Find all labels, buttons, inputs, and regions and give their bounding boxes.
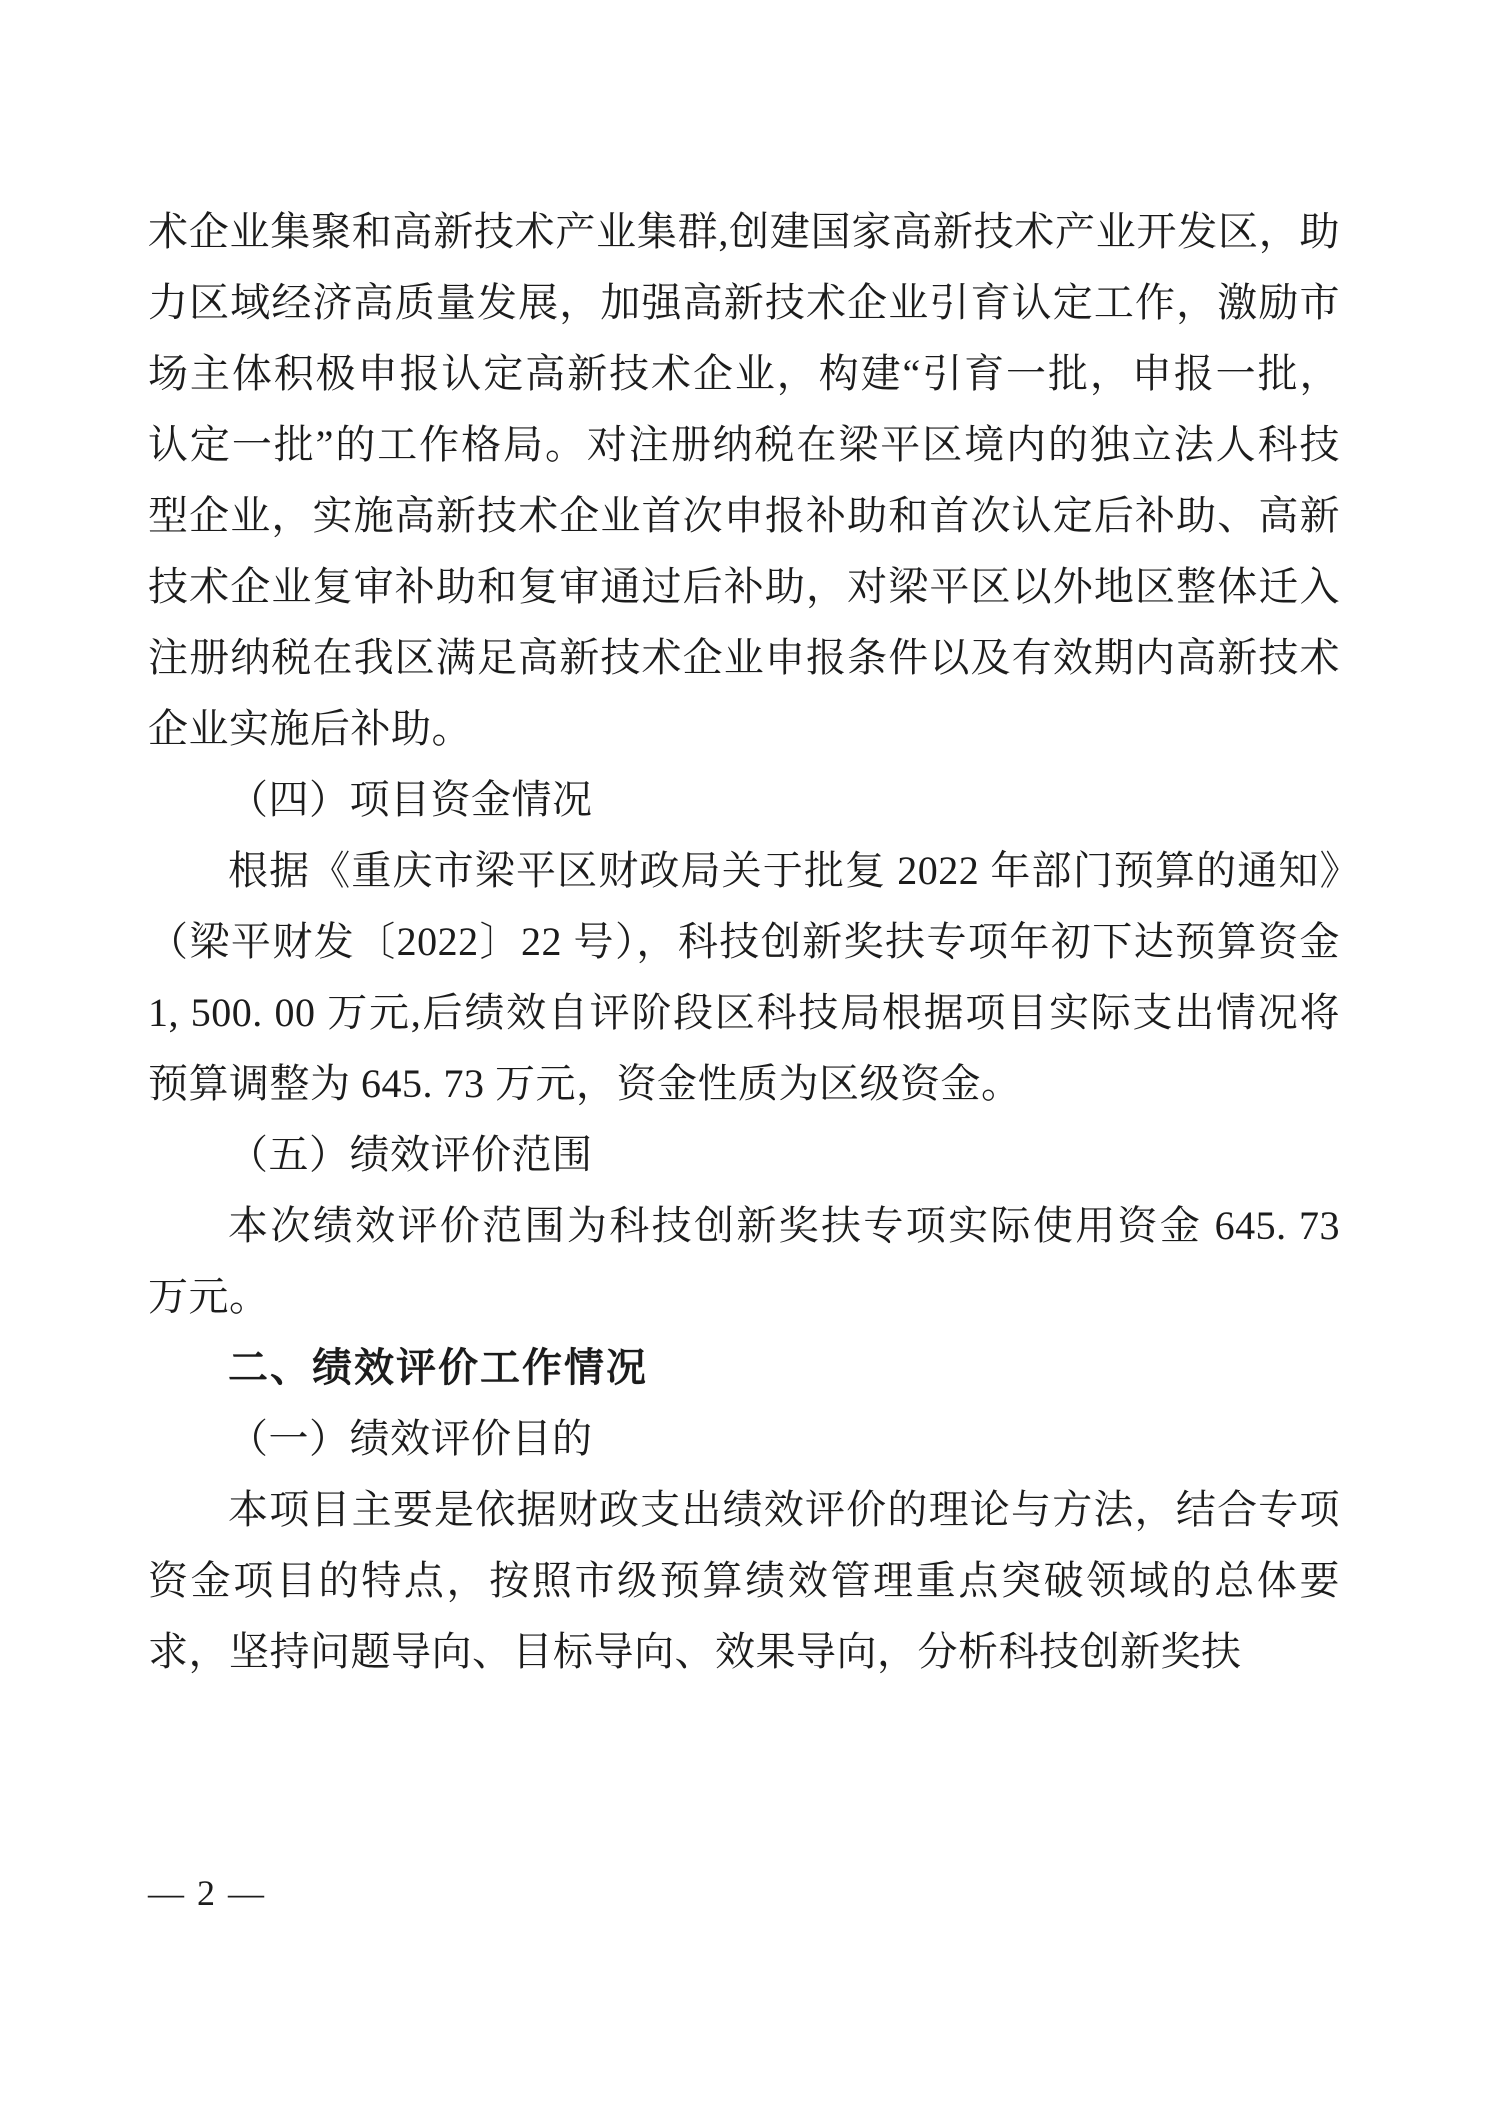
heading-section-two: 二、绩效评价工作情况 bbox=[228, 1345, 648, 1390]
heading-evaluation-purpose: （一）绩效评价目的 bbox=[228, 1416, 593, 1461]
page-number: — 2 — bbox=[148, 1873, 266, 1913]
heading-project-funding: （四）项目资金情况 bbox=[228, 777, 593, 822]
heading-evaluation-scope: （五）绩效评价范围 bbox=[228, 1132, 593, 1177]
paragraph-funding-details: 根据《重庆市梁平区财政局关于批复 2022 年部门预算的通知》（梁平财发〔2022〕22 号），科技创新奖扶专项年初下达预算资金 1, 500. 00 万元,后绩效自评阶段区科技局根据项目实际支出情况将预算调整为 645. 73 万元，资金性质为区级资金。 bbox=[148, 848, 1340, 1106]
paragraph-hightech-continued: 术企业集聚和高新技术产业集群,创建国家高新技术产业开发区，助力区域经济高质量发展，加强高新技术企业引育认定工作，激励市场主体积极申报认定高新技术企业，构建“引育一批，申报一批，认定一批”的工作格局。对注册纳税在梁平区境内的独立法人科技型企业，实施高新技术企业首次申报补助和首次认定后补助、高新技术企业复审补助和复审通过后补助，对梁平区以外地区整体迁入注册纳税在我区满足高新技术企业申报条件以及有效期内高新技术企业实施后补助。 bbox=[148, 209, 1340, 751]
document-body bbox=[148, 196, 1340, 1687]
paragraph-evaluation-scope: 本次绩效评价范围为科技创新奖扶专项实际使用资金 645. 73 万元。 bbox=[148, 1203, 1340, 1319]
paragraph-evaluation-purpose: 本项目主要是依据财政支出绩效评价的理论与方法，结合专项资金项目的特点，按照市级预算绩效管理重点突破领域的总体要求，坚持问题导向、目标导向、效果导向，分析科技创新奖扶 bbox=[148, 1487, 1340, 1674]
